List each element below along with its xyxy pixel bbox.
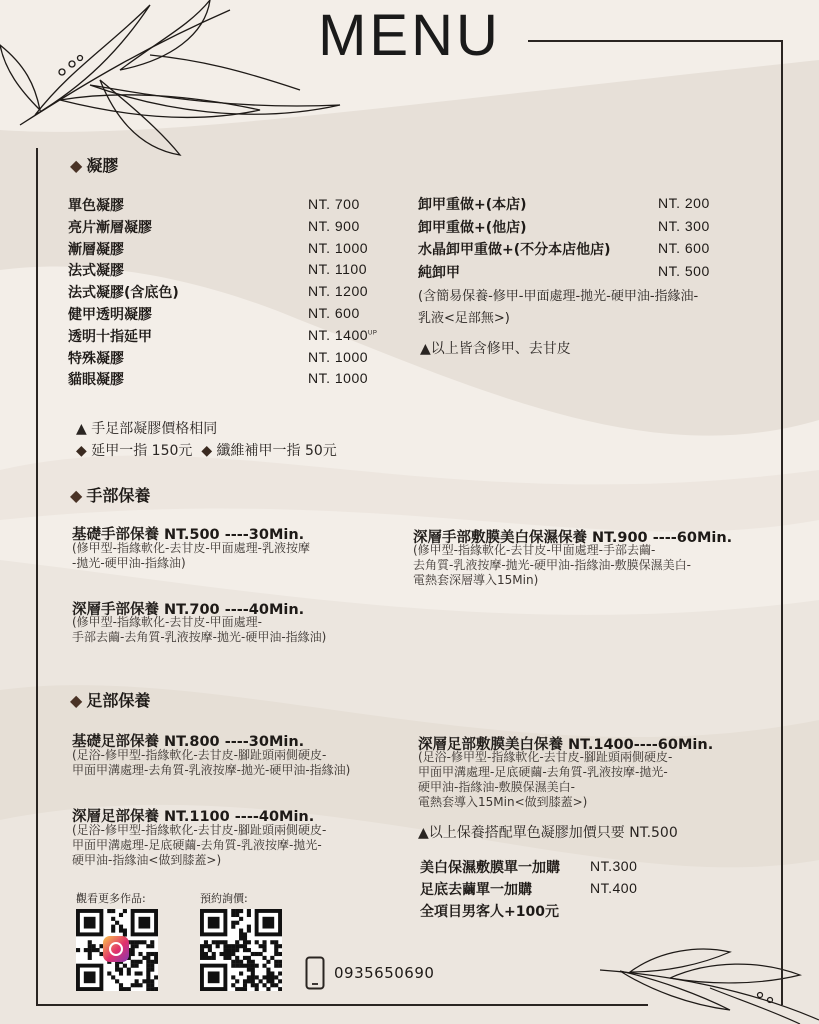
foot-deep-mask-desc: (足浴-修甲型-指緣軟化-去甘皮-腳趾頭兩側硬皮- 甲面甲溝處理-足底硬繭-去角質-乳液按摩-拋光- 硬甲油-指緣油-敷膜保濕美白- 電熱套導入15Min<做到膝蓋>) [418,750,673,809]
gel-item-price: NT. 1200 [308,283,369,300]
qr-code-booking[interactable] [200,909,282,991]
gel-item-name: 單色凝膠 [68,198,124,214]
addon-item-name: 美白保濕敷膜單一加購 [420,860,560,876]
frame-bottom-line [36,1004,648,1006]
gel-item-name: 漸層凝膠 [68,241,124,258]
gel-note-same-price: ▲ 手足部凝膠價格相同 [76,421,218,437]
gel-item-price: NT. 1000 [308,239,369,256]
addon-item-price: NT.400 [590,880,638,896]
removal-item-price: NT. 500 [658,262,710,279]
gel-item-name: 特殊凝膠 [68,350,124,367]
removal-description-2: 乳液<足部無>) [418,311,510,326]
qr-booking-label: 預約詢價: [200,892,248,905]
gel-note-extension: ◆ 延甲一指 150元 ◆ 纖維補甲一指 50元 [76,443,337,459]
gel-item-name: 法式凝膠(含底色) [68,285,179,302]
gel-item-price: NT. 700 [308,196,360,212]
removal-item-name: 水晶卸甲重做+(不分本店他店) [418,242,611,258]
section-gel-heading: ◆ 凝膠 [70,156,119,175]
instagram-icon [103,936,129,962]
hand-deep-mask-title: 深層手部敷膜美白保濕保養 NT.900 ----60Min. [413,530,733,546]
leaf-branch-icon [590,940,819,1024]
gel-item-price: NT. 1000 [308,370,369,387]
removal-item-name: 卸甲重做+(他店) [418,219,527,236]
removal-item-name: 純卸甲 [418,264,460,281]
gel-item-name: 亮片漸層凝膠 [68,219,152,236]
foot-deep-title: 深層足部保養 NT.1100 ----40Min. [72,809,315,825]
phone-number[interactable]: 0935650690 [334,964,435,982]
gel-item-name: 健甲透明凝膠 [68,307,152,323]
gel-item-price: NT. 1000 [308,348,369,365]
foot-basic-desc: (足浴-修甲型-指緣軟化-去甘皮-腳趾頭兩側硬皮- 甲面甲溝處理-去角質-乳液按摩-拋光-硬甲油-指緣油) [72,748,351,777]
frame-left-line [36,148,38,1006]
removal-item-name: 卸甲重做+(本店) [418,197,527,213]
hand-deep-title: 深層手部保養 NT.700 ----40Min. [72,602,305,618]
removal-item-price: NT. 200 [658,195,710,211]
page-title: MENU [318,3,501,68]
gel-item-price: NT. 600 [308,305,360,321]
hand-deep-desc: (修甲型-指緣軟化-去甘皮-甲面處理- 手部去繭-去角質-乳液按摩-拋光-硬甲油-指緣油) [72,615,327,644]
addon-item-price: NT.300 [590,858,638,874]
addon-item-name: 足底去繭單一加購 [420,882,532,898]
section-hand-heading: ◆ 手部保養 [70,486,151,505]
foot-basic-title: 基礎足部保養 NT.800 ----30Min. [72,734,305,750]
hand-basic-desc: (修甲型-指緣軟化-去甘皮-甲面處理-乳液按摩 -拋光-硬甲油-指緣油) [72,541,311,570]
frame-right-line [781,40,783,1005]
gel-item-price: NT. 900 [308,217,360,234]
removal-note: ▲以上皆含修甲、去甘皮 [420,341,571,357]
removal-description: (含簡易保養-修甲-甲面處理-拋光-硬甲油-指緣油- [418,289,699,304]
foot-deep-mask-title: 深層足部敷膜美白保養 NT.1400----60Min. [418,737,714,753]
hand-deep-mask-desc: (修甲型-指緣軟化-去甘皮-甲面處理-手部去繭- 去角質-乳液按摩-拋光-硬甲油-指緣油-敷膜保濕美白- 電熱套深層導入15Min) [413,543,691,587]
gel-item-price: NT. $1400^{UP}$ [308,326,378,343]
hand-basic-title: 基礎手部保養 NT.500 ----30Min. [72,527,305,543]
gel-item-name: 透明十指延甲 [68,328,152,345]
frame-top-line [528,40,782,42]
removal-item-price: NT. 600 [658,240,710,256]
removal-item-price: NT. 300 [658,217,710,234]
section-foot-heading: ◆ 足部保養 [70,691,151,710]
gel-item-name: 貓眼凝膠 [68,372,124,389]
gel-item-name: 法式凝膠 [68,263,124,280]
gel-item-price: NT. 1100 [308,261,367,278]
qr-works-label: 觀看更多作品: [76,892,146,905]
addon-item-name: 全項目男客人+100元 [420,904,559,920]
foot-deep-desc: (足浴-修甲型-指緣軟化-去甘皮-腳趾頭兩側硬皮- 甲面甲溝處理-足底硬繭-去角質-乳液按摩-拋光- 硬甲油-指緣油<做到膝蓋>) [72,823,327,867]
addon-note: ▲以上保養搭配單色凝膠加價只要 NT.500 [418,825,678,841]
phone-icon [305,956,325,990]
